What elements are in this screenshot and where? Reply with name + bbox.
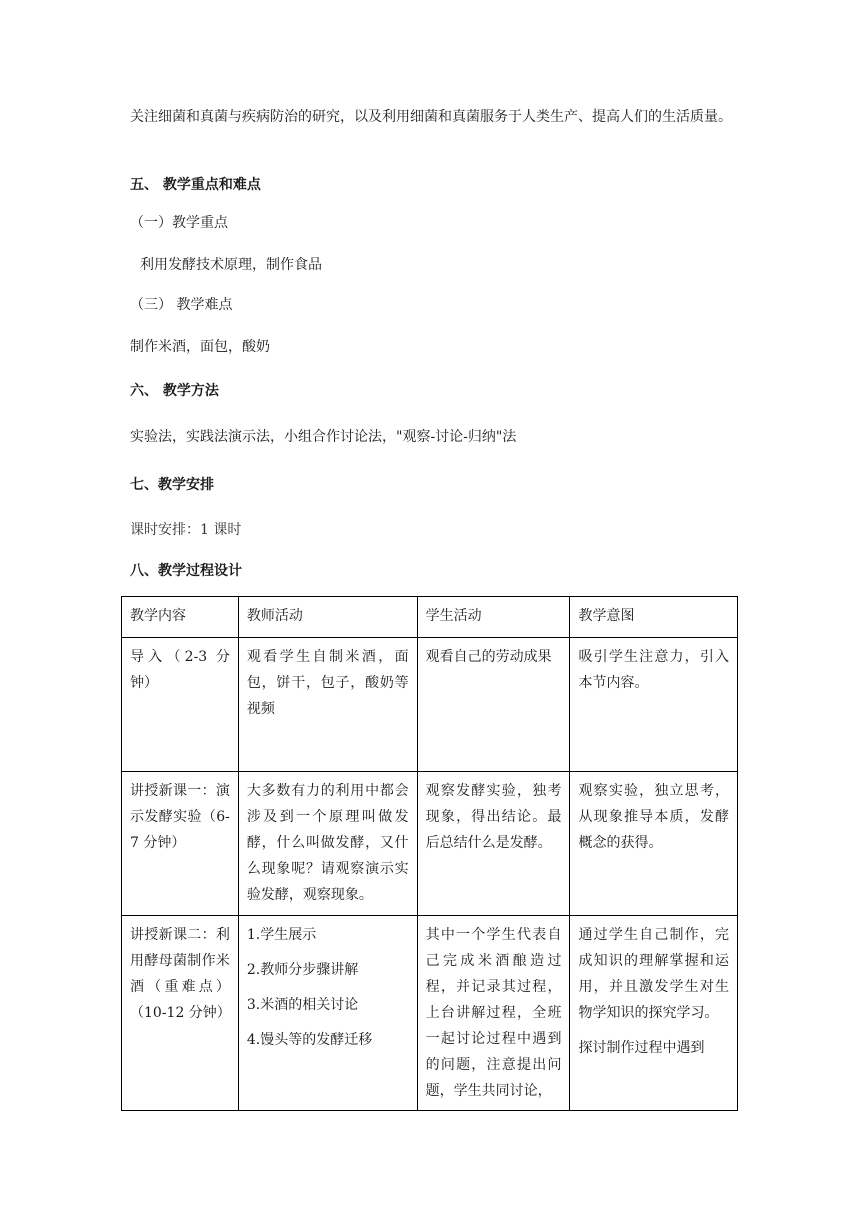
list-item: 1.学生展示 [246,927,317,943]
section6-heading: 六、 教学方法 [130,383,219,399]
section6-text: 实验法，实践法演示法，小组合作讨论法，"观察-讨论-归纳"法 [130,429,517,445]
intent-text-1: 通过学生自己制作，完成知识的理解掌握和运用，并且激发学生对生物学知识的探究学习。 [578,927,729,1021]
intro-paragraph: 关注细菌和真菌与疾病防治的研究，以及利用细菌和真菌服务于人类生产、提高人们的生活质量。 [130,109,732,125]
section5-heading: 五、 教学重点和难点 [130,177,261,193]
table-cell: 观察实验，独立思考，从现象推导本质，发酵概念的获得。 [570,772,738,916]
table-cell: 观察发酵实验，独考现象，得出结论。最后总结什么是发酵。 [417,772,570,916]
table-cell [570,916,738,1111]
intent-text-2: 探讨制作过程中遇到 [578,1040,705,1056]
list-item: 2.教师分步骤讲解 [246,962,359,978]
table-cell: 吸引学生注意力，引入本节内容。 [570,638,738,772]
section5-sub2-text: 制作米酒，面包，酸奶 [130,339,270,355]
table-cell: 观看学生自制米酒，面包，饼干，包子，酸奶等视频 [238,638,417,772]
section5-sub2: （三） 教学难点 [130,297,233,313]
section7-heading: 七、教学安排 [130,477,214,493]
teaching-process-table [121,596,738,1111]
list-item: 4.馒头等的发酵迁移 [246,1032,373,1048]
table-cell: 其中一个学生代表自己完成米酒酿造过程，并记录其过程，上台讲解过程，全班一起讨论过程中遇到的问题，注意提出问题，学生共同讨论， [417,916,570,1111]
table-row [122,916,738,1111]
table-header-row [122,597,738,638]
header-cell: 学生活动 [417,597,570,638]
header-cell: 教师活动 [238,597,417,638]
table-cell: 大多数有力的利用中都会涉及到一个原理叫做发酵，什么叫做发酵，又什么现象呢？请观察演示实验发酵，观察现象。 [238,772,417,916]
table-cell: 导入（2-3 分钟） [122,638,239,772]
header-cell: 教学内容 [122,597,239,638]
header-cell: 教学意图 [570,597,738,638]
table-row [122,772,738,916]
table-cell: 观看自己的劳动成果 [417,638,570,772]
section8-heading: 八、教学过程设计 [130,563,242,579]
table-cell [238,916,417,1111]
section7-text: 课时安排：1 课时 [130,522,242,538]
section5-sub1: （一）教学重点 [130,215,228,231]
table-row [122,638,738,772]
table-cell: 讲授新课二：利用酵母菌制作米酒（重难点）（10-12 分钟） [122,916,239,1111]
table-cell: 讲授新课一：演示发酵实验（6-7 分钟） [122,772,239,916]
section5-sub1-text: 利用发酵技术原理，制作食品 [140,257,322,273]
list-item: 3.米酒的相关讨论 [246,997,359,1013]
